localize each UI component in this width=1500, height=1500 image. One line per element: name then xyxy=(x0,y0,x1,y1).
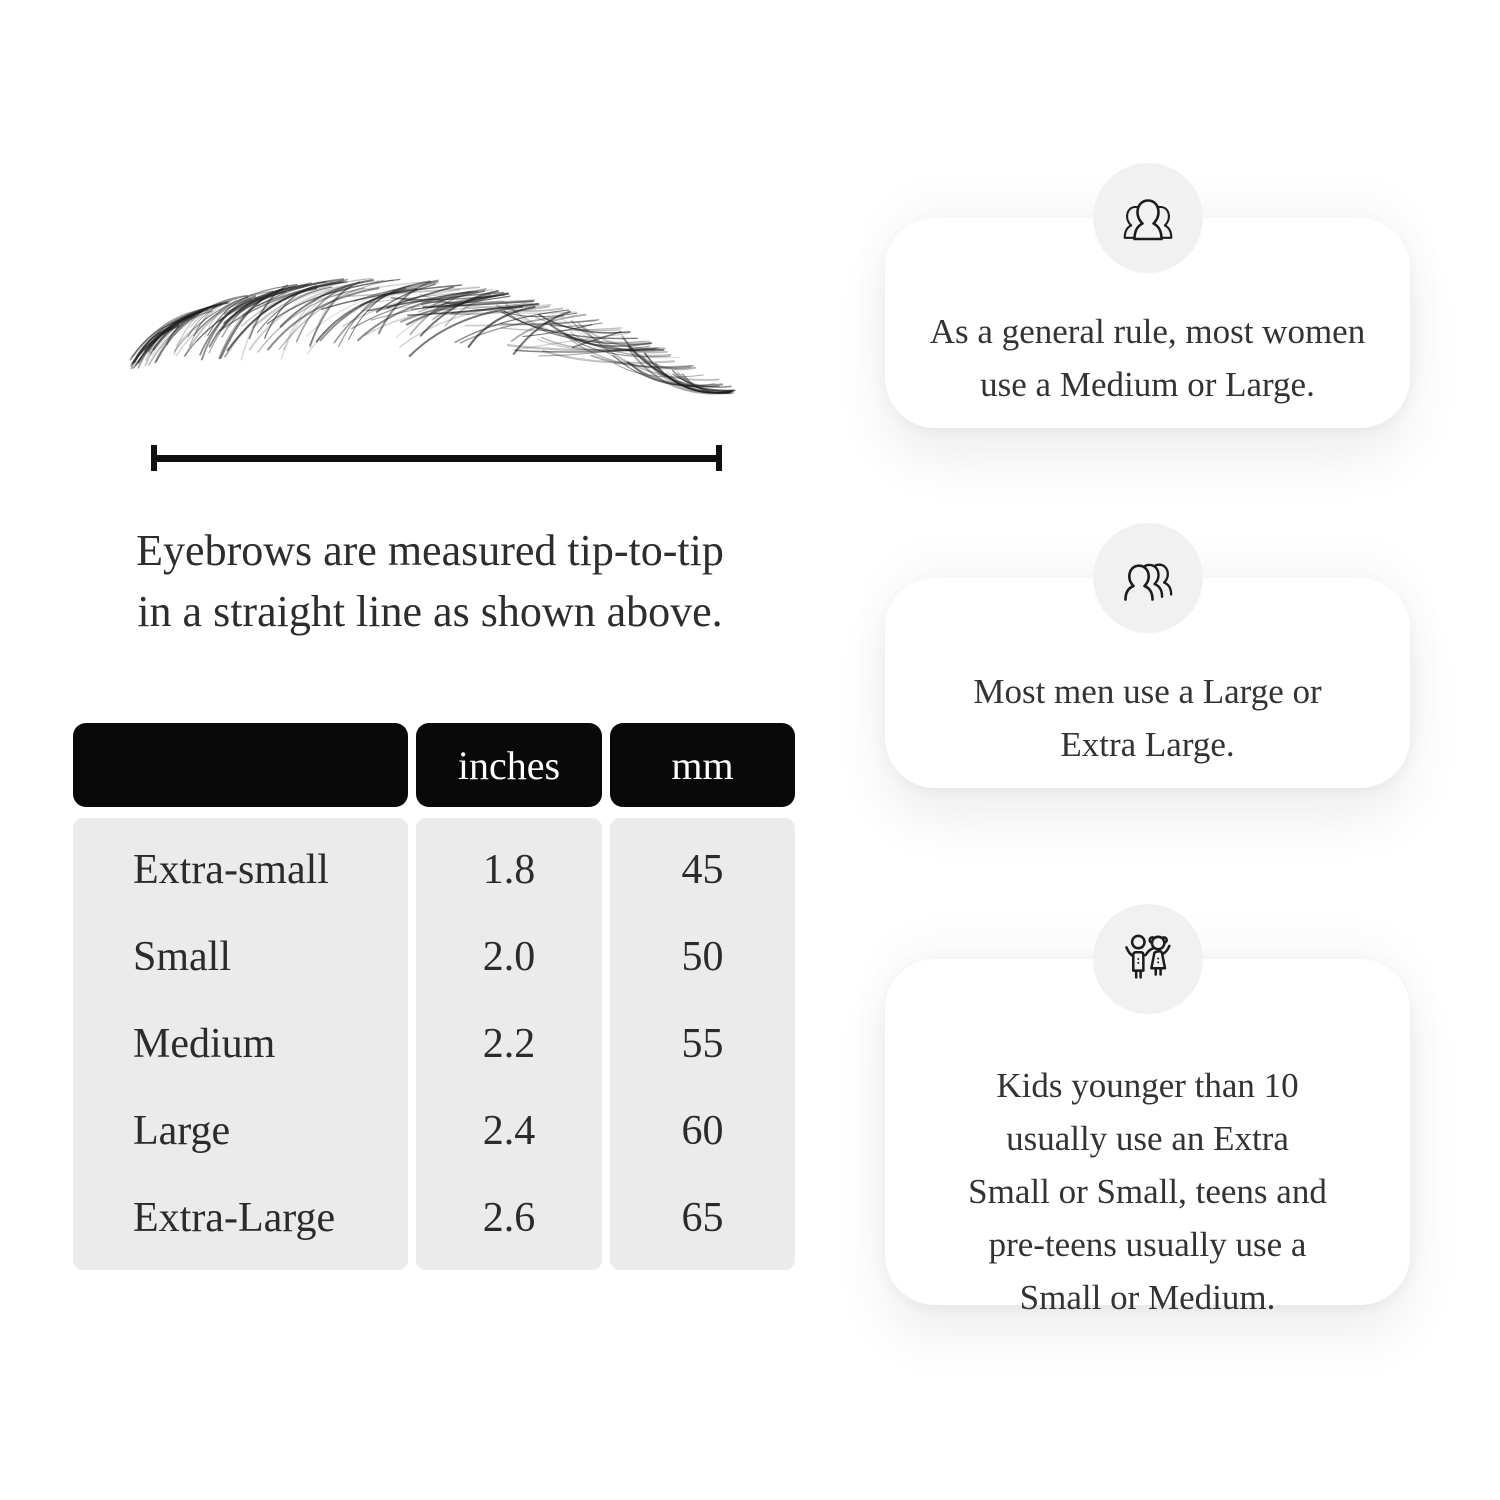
card-text-line: pre-teens usually use a xyxy=(988,1224,1307,1264)
table-cell-inches: 1.8 xyxy=(482,846,536,893)
table-cell-size: Small xyxy=(133,933,232,980)
card-text-line: usually use an Extra xyxy=(1006,1118,1289,1158)
size-label-column xyxy=(73,818,408,1270)
eyebrow-illustration xyxy=(115,240,740,425)
mm-column xyxy=(610,818,795,1270)
info-card-kids xyxy=(885,959,1410,1317)
size-table-body xyxy=(73,818,795,1270)
card-text-line: Extra Large. xyxy=(1060,725,1235,764)
card-text-line: Small or Small, teens and xyxy=(968,1171,1327,1211)
kids-icon xyxy=(1117,930,1179,988)
icon-circle xyxy=(1093,523,1203,633)
size-table xyxy=(73,723,795,1270)
table-cell-inches: 2.4 xyxy=(482,1108,536,1155)
card-text-line: Kids younger than 10 xyxy=(996,1065,1299,1105)
info-card-women xyxy=(885,218,1410,428)
women-group-icon xyxy=(1116,193,1180,243)
header-inches-cell: inches xyxy=(416,723,602,807)
measurement-bar xyxy=(157,455,716,462)
table-cell-mm: 50 xyxy=(681,933,724,980)
table-cell-size: Large xyxy=(133,1108,231,1155)
table-cell-size: Extra-Large xyxy=(133,1195,336,1242)
header-size-cell xyxy=(73,723,408,807)
size-table-header-row xyxy=(73,723,795,807)
caption-line-2: in a straight line as shown above. xyxy=(137,587,723,636)
icon-circle xyxy=(1093,904,1203,1014)
table-cell-size: Extra-small xyxy=(133,846,329,893)
header-mm-cell: mm xyxy=(610,723,795,807)
card-text-line: Small or Medium. xyxy=(1019,1277,1276,1317)
card-text-line: Most men use a Large or xyxy=(973,672,1322,711)
table-cell-mm: 65 xyxy=(681,1195,724,1242)
table-cell-mm: 55 xyxy=(681,1020,724,1067)
inches-column xyxy=(416,818,602,1270)
info-card-men xyxy=(885,578,1410,788)
table-cell-inches: 2.0 xyxy=(482,933,536,980)
card-text-line: As a general rule, most women xyxy=(929,312,1366,351)
measurement-caption xyxy=(95,520,765,642)
table-cell-inches: 2.2 xyxy=(482,1020,536,1067)
table-cell-mm: 60 xyxy=(681,1108,724,1155)
card-text-line: use a Medium or Large. xyxy=(980,365,1315,404)
table-cell-inches: 2.6 xyxy=(482,1195,536,1242)
measurement-tick-right xyxy=(716,445,722,471)
caption-line-1: Eyebrows are measured tip-to-tip xyxy=(136,526,724,575)
icon-circle xyxy=(1093,163,1203,273)
table-cell-mm: 45 xyxy=(681,846,724,893)
men-group-icon xyxy=(1116,553,1180,603)
measurement-line xyxy=(151,445,722,471)
table-cell-size: Medium xyxy=(133,1020,276,1067)
